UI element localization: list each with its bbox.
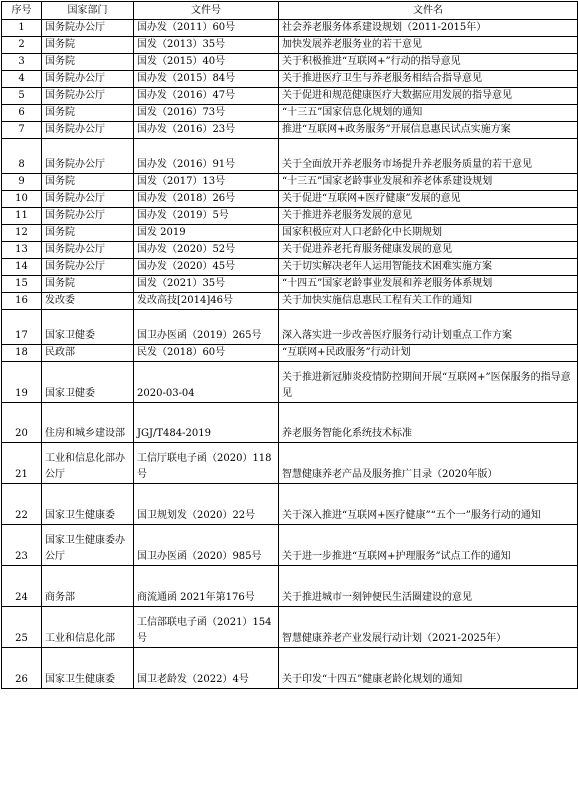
row-document-number: 国办发（2020）52号 (134, 242, 279, 259)
row-department: 国家卫生健康委办公厅 (42, 525, 134, 566)
row-document-number: 国办发（2016）47号 (134, 88, 279, 105)
row-document-number: JGJ/T484-2019 (134, 403, 279, 443)
row-index: 26 (2, 648, 42, 689)
table-row (2, 362, 578, 403)
row-index: 18 (2, 345, 42, 362)
row-department: 国务院办公厅 (42, 20, 134, 37)
row-department: 国家卫健委 (42, 362, 134, 403)
row-department: 国务院 (42, 174, 134, 191)
row-document-number: 国办发（2011）60号 (134, 20, 279, 37)
row-document-number: 国发（2021）35号 (134, 276, 279, 293)
row-department: 国务院 (42, 105, 134, 122)
row-department: 国务院 (42, 37, 134, 54)
row-department: 国务院办公厅 (42, 122, 134, 139)
row-department: 国务院 (42, 276, 134, 293)
row-department: 国务院 (42, 54, 134, 71)
row-index: 15 (2, 276, 42, 293)
row-document-number: 国办发（2020）45号 (134, 259, 279, 276)
table-row (2, 54, 578, 71)
row-department: 发改委 (42, 293, 134, 310)
policy-document-table (1, 1, 578, 689)
row-index: 9 (2, 174, 42, 191)
row-document-name: 加快发展养老服务业的若干意见 (279, 37, 578, 54)
header-document-number: 文件号 (134, 2, 279, 20)
row-document-number: 国办发（2016）91号 (134, 139, 279, 174)
row-document-name: “十三五”国家信息化规划的通知 (279, 105, 578, 122)
row-index: 2 (2, 37, 42, 54)
row-department: 民政部 (42, 345, 134, 362)
row-document-name: 深入落实进一步改善医疗服务行动计划重点工作方案 (279, 310, 578, 345)
table-row (2, 293, 578, 310)
row-index: 6 (2, 105, 42, 122)
row-department: 国务院办公厅 (42, 259, 134, 276)
row-document-name: 关于全面放开养老服务市场提升养老服务质量的若干意见 (279, 139, 578, 174)
row-document-number: 国卫办医函（2020）985号 (134, 525, 279, 566)
row-index: 8 (2, 139, 42, 174)
row-document-name: 关于促进“互联网+医疗健康”发展的意见 (279, 191, 578, 208)
row-department: 国家卫健委 (42, 310, 134, 345)
row-department: 国务院办公厅 (42, 71, 134, 88)
row-document-name: 关于推进养老服务发展的意见 (279, 208, 578, 225)
row-document-name: 养老服务智能化系统技术标准 (279, 403, 578, 443)
row-index: 13 (2, 242, 42, 259)
row-index: 24 (2, 566, 42, 607)
row-document-name: 关于推进城市一刻钟便民生活圈建设的意见 (279, 566, 578, 607)
row-document-name: “十三五”国家老龄事业发展和养老体系建设规划 (279, 174, 578, 191)
table-row (2, 208, 578, 225)
row-document-name: 关于切实解决老年人运用智能技术困难实施方案 (279, 259, 578, 276)
row-index: 20 (2, 403, 42, 443)
table-row (2, 122, 578, 139)
row-department: 工业和信息化部 (42, 607, 134, 648)
row-index: 11 (2, 208, 42, 225)
table-row (2, 345, 578, 362)
table-row (2, 139, 578, 174)
row-document-number: 国办发（2019）5号 (134, 208, 279, 225)
row-document-name: 关于促进和规范健康医疗大数据应用发展的指导意见 (279, 88, 578, 105)
row-document-name: “互联网+民政服务”行动计划 (279, 345, 578, 362)
table-row (2, 174, 578, 191)
row-document-number: 国发 2019 (134, 225, 279, 242)
table-row (2, 88, 578, 105)
row-department: 国务院办公厅 (42, 208, 134, 225)
header-document-name: 文件名 (279, 2, 578, 20)
row-document-name: “十四五”国家老龄事业发展和养老服务体系规划 (279, 276, 578, 293)
row-document-number: 工信部联电子函（2021）154号 (134, 607, 279, 648)
table-row (2, 242, 578, 259)
row-department: 国家卫生健康委 (42, 648, 134, 689)
table-row (2, 648, 578, 689)
row-document-number: 商流通函 2021年第176号 (134, 566, 279, 607)
row-index: 21 (2, 443, 42, 484)
row-index: 16 (2, 293, 42, 310)
row-document-number: 国卫规划发（2020）22号 (134, 484, 279, 525)
row-department: 住房和城乡建设部 (42, 403, 134, 443)
row-document-number: 国发（2017）13号 (134, 174, 279, 191)
header-index: 序号 (2, 2, 42, 20)
row-document-name: 关于加快实施信息惠民工程有关工作的通知 (279, 293, 578, 310)
row-department: 国务院办公厅 (42, 88, 134, 105)
row-index: 3 (2, 54, 42, 71)
table-row (2, 443, 578, 484)
row-document-number: 国办发（2018）26号 (134, 191, 279, 208)
table-row (2, 525, 578, 566)
row-department: 工业和信息化部办公厅 (42, 443, 134, 484)
row-document-number: 国发（2016）73号 (134, 105, 279, 122)
row-index: 1 (2, 20, 42, 37)
table-row (2, 484, 578, 525)
row-document-name: 智慧健康养老产业发展行动计划（2021-2025年） (279, 607, 578, 648)
row-document-name: 国家积极应对人口老龄化中长期规划 (279, 225, 578, 242)
table-row (2, 566, 578, 607)
row-document-number: 发改高技[2014]46号 (134, 293, 279, 310)
table-row (2, 37, 578, 54)
row-department: 国务院办公厅 (42, 242, 134, 259)
row-document-number: 2020-03-04 (134, 362, 279, 403)
header-row (2, 2, 578, 20)
row-document-number: 国办发（2015）84号 (134, 71, 279, 88)
table-row (2, 276, 578, 293)
table-row (2, 259, 578, 276)
table-row (2, 607, 578, 648)
row-index: 22 (2, 484, 42, 525)
row-index: 17 (2, 310, 42, 345)
row-index: 7 (2, 122, 42, 139)
row-index: 25 (2, 607, 42, 648)
row-document-number: 国发（2013）35号 (134, 37, 279, 54)
table-row (2, 310, 578, 345)
table-row (2, 225, 578, 242)
row-document-number: 国办发（2016）23号 (134, 122, 279, 139)
row-department: 国务院办公厅 (42, 191, 134, 208)
row-document-number: 国卫老龄发（2022）4号 (134, 648, 279, 689)
row-document-name: 智慧健康养老产品及服务推广目录（2020年版） (279, 443, 578, 484)
table-row (2, 71, 578, 88)
row-index: 14 (2, 259, 42, 276)
row-department: 国务院 (42, 225, 134, 242)
row-document-name: 关于深入推进“互联网+医疗健康”“五个一”服务行动的通知 (279, 484, 578, 525)
row-document-name: 关于积极推进“互联网+”行动的指导意见 (279, 54, 578, 71)
row-department: 国家卫生健康委 (42, 484, 134, 525)
row-index: 12 (2, 225, 42, 242)
row-document-name: 关于推进医疗卫生与养老服务相结合指导意见 (279, 71, 578, 88)
row-document-number: 国卫办医函（2019）265号 (134, 310, 279, 345)
row-index: 23 (2, 525, 42, 566)
row-document-name: 关于印发“十四五”健康老龄化规划的通知 (279, 648, 578, 689)
row-document-number: 民发（2018）60号 (134, 345, 279, 362)
row-index: 10 (2, 191, 42, 208)
table-row (2, 20, 578, 37)
row-document-number: 国发（2015）40号 (134, 54, 279, 71)
row-index: 5 (2, 88, 42, 105)
row-document-name: 关于促进养老托育服务健康发展的意见 (279, 242, 578, 259)
row-index: 4 (2, 71, 42, 88)
row-document-name: 社会养老服务体系建设规划（2011-2015年） (279, 20, 578, 37)
row-document-name: 推进“互联网+政务服务”开展信息惠民试点实施方案 (279, 122, 578, 139)
row-document-name: 关于进一步推进“互联网+护理服务”试点工作的通知 (279, 525, 578, 566)
table-row (2, 403, 578, 443)
header-department: 国家部门 (42, 2, 134, 20)
table-row (2, 191, 578, 208)
row-document-number: 工信厅联电子函（2020）118号 (134, 443, 279, 484)
row-document-name: 关于推进新冠肺炎疫情防控期间开展“互联网+”医保服务的指导意见 (279, 362, 578, 403)
row-index: 19 (2, 362, 42, 403)
table-row (2, 105, 578, 122)
row-department: 国务院办公厅 (42, 139, 134, 174)
row-department: 商务部 (42, 566, 134, 607)
